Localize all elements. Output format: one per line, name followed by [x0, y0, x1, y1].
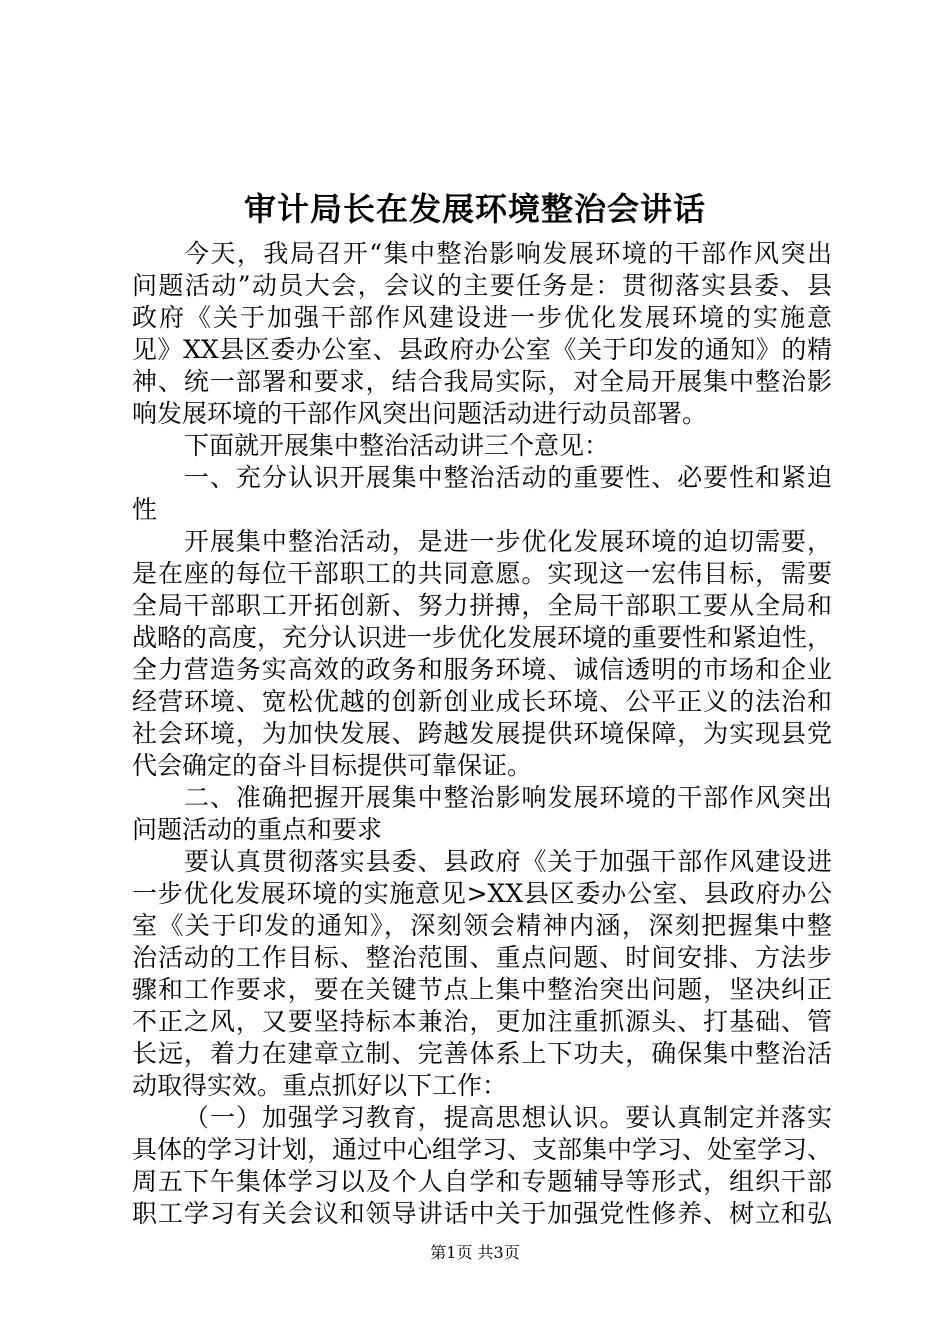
paragraph-line: 开展集中整治活动，是进一步优化发展环境的迫切需要， [184, 527, 832, 556]
page-number: 第1页 共3页 [430, 1243, 520, 1262]
paragraph-line: 不正之风，又要坚持标本兼治，更加注重抓源头、打基础、管 [132, 1007, 832, 1036]
section-heading-line: 问题活动的重点和要求 [132, 815, 383, 844]
paragraph-line: 室《关于印发的通知》，深刻领会精神内涵，深刻把握集中整 [132, 911, 832, 940]
document-body [132, 238, 832, 1230]
paragraph-line: 骤和工作要求，要在关键节点上集中整治突出问题，坚决纠正 [132, 975, 832, 1004]
paragraph-line: 治活动的工作目标、整治范围、重点问题、时间安排、方法步 [132, 943, 832, 972]
paragraph-line: 动取得实效。重点抓好以下工作： [132, 1071, 508, 1100]
paragraph-line: （一）加强学习教育，提高思想认识。要认真制定并落实 [184, 1103, 832, 1132]
paragraph-line: 职工学习有关会议和领导讲话中关于加强党性修养、树立和弘 [132, 1199, 832, 1228]
paragraph-line: 是在座的每位干部职工的共同意愿。实现这一宏伟目标，需要 [132, 559, 832, 588]
paragraph-line: 政府《关于加强干部作风建设进一步优化发展环境的实施意 [132, 303, 832, 332]
paragraph-line: 具体的学习计划，通过中心组学习、支部集中学习、处室学习、 [132, 1135, 832, 1164]
paragraph-line: 要认真贯彻落实县委、县政府《关于加强干部作风建设进 [184, 847, 832, 876]
paragraph-line: 下面就开展集中整治活动讲三个意见： [184, 431, 610, 460]
paragraph-line: 一步优化发展环境的实施意见>XX县区委办公室、县政府办公 [132, 879, 832, 908]
paragraph-line: 经营环境、宽松优越的创新创业成长环境、公平正义的法治和 [132, 687, 832, 716]
paragraph-line: 神、统一部署和要求，结合我局实际，对全局开展集中整治影 [132, 367, 832, 396]
paragraph-line: 见》XX县区委办公室、县政府办公室《关于印发的通知》的精 [132, 335, 832, 364]
section-heading-line: 二、准确把握开展集中整治影响发展环境的干部作风突出 [184, 783, 832, 812]
paragraph-line: 全力营造务实高效的政务和服务环境、诚信透明的市场和企业 [132, 655, 832, 684]
section-heading-line: 性 [132, 495, 158, 524]
paragraph-line: 全局干部职工开拓创新、努力拼搏，全局干部职工要从全局和 [132, 591, 832, 620]
paragraph-line: 响发展环境的干部作风突出问题活动进行动员部署。 [132, 399, 708, 428]
paragraph-line: 长远，着力在建章立制、完善体系上下功夫，确保集中整治活 [132, 1039, 832, 1068]
paragraph-line: 今天，我局召开“集中整治影响发展环境的干部作风突出 [184, 239, 832, 268]
paragraph-line: 问题活动”动员大会，会议的主要任务是：贯彻落实县委、县 [132, 271, 832, 300]
paragraph-line: 战略的高度，充分认识进一步优化发展环境的重要性和紧迫性， [132, 623, 832, 652]
paragraph-line: 社会环境，为加快发展、跨越发展提供环境保障，为实现县党 [132, 719, 832, 748]
paragraph-line: 代会确定的奋斗目标提供可靠保证。 [132, 751, 533, 780]
document-title: 审计局长在发展环境整治会讲话 [243, 190, 706, 228]
section-heading-line: 一、充分认识开展集中整治活动的重要性、必要性和紧迫 [184, 463, 832, 492]
paragraph-line: 周五下午集体学习以及个人自学和专题辅导等形式，组织干部 [132, 1167, 832, 1196]
